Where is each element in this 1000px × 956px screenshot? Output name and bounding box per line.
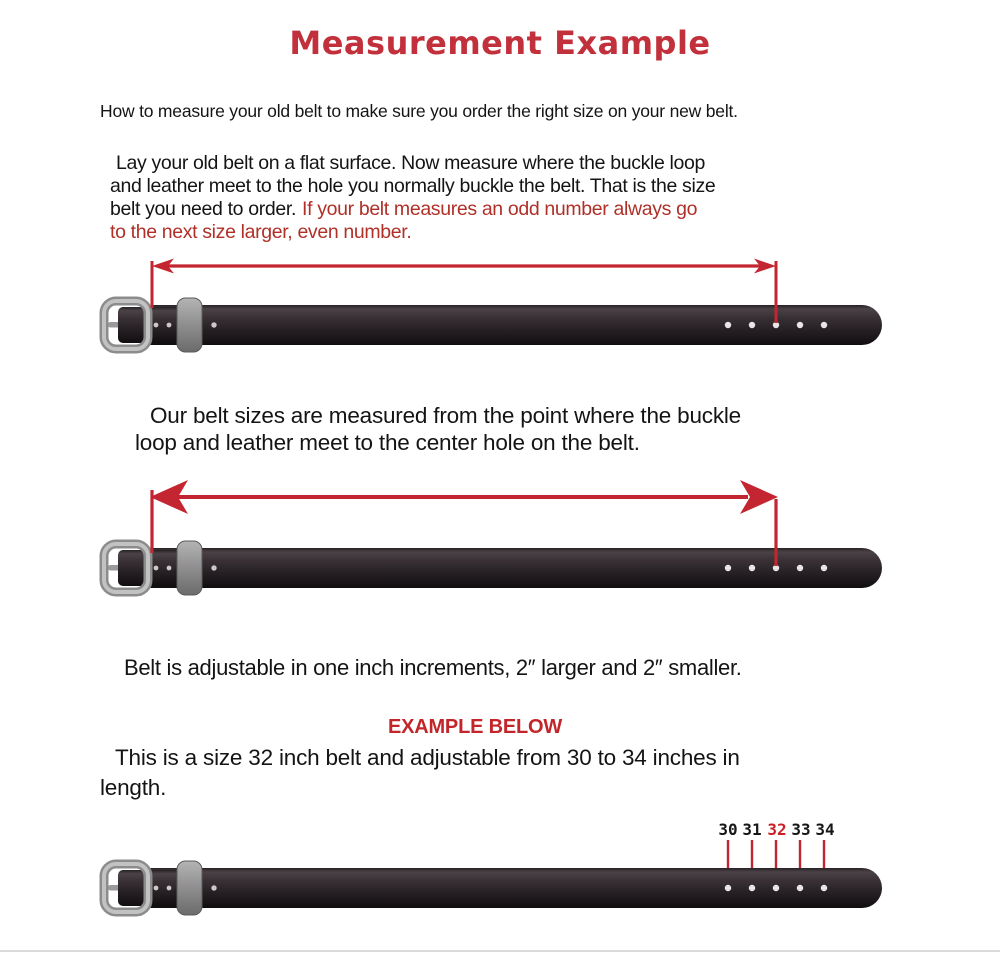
instructions-line-3: [110, 198, 715, 221]
instructions-line-4-warning: to the next size larger, even number.: [110, 221, 412, 243]
example-line-1: This is a size 32 inch belt and adjustable from 30 to 34 inches in: [115, 745, 740, 770]
instructions-line-3-black: belt you need to order.: [110, 198, 297, 220]
belt-illustration-measure-to-buckled-hole: [0, 250, 1000, 368]
belt-graphic: [104, 541, 882, 595]
sizing-note-line-1: Our belt sizes are measured from the point where the buckle: [150, 403, 741, 428]
belt-graphic: [104, 298, 882, 352]
size-labels: [718, 820, 834, 839]
belt-illustration-size-labels: [0, 808, 1000, 956]
belt-illustration-measure-to-center-hole: [0, 470, 1000, 602]
instructions-line-3-warning: If your belt measures an odd number always go: [302, 198, 698, 220]
size-label: 34: [815, 820, 835, 839]
image-bottom-border: [0, 950, 1000, 952]
sizing-note: [135, 402, 741, 456]
adjustability-text: Belt is adjustable in one inch increments, 2″ larger and 2″ smaller.: [124, 655, 742, 680]
size-label-highlighted: 32: [767, 820, 787, 839]
example-line-2: length.: [100, 775, 167, 800]
page-title: Measurement Example: [289, 24, 711, 62]
example-description: [100, 743, 740, 803]
measuring-instructions: [110, 152, 715, 244]
size-label: 30: [718, 820, 738, 839]
size-label: 33: [791, 820, 811, 839]
instructions-line-2: and leather meet to the hole you normally buckle the belt. That is the size: [110, 175, 716, 197]
instructions-line-1: Lay your old belt on a flat surface. Now measure where the buckle loop: [116, 152, 706, 174]
size-label: 31: [742, 820, 762, 839]
example-heading: EXAMPLE BELOW: [387, 716, 563, 738]
belt-graphic: [104, 861, 882, 915]
intro-text: How to measure your old belt to make sure you order the right size on your new belt.: [100, 101, 738, 121]
sizing-note-line-2: loop and leather meet to the center hole on the belt.: [135, 430, 640, 455]
